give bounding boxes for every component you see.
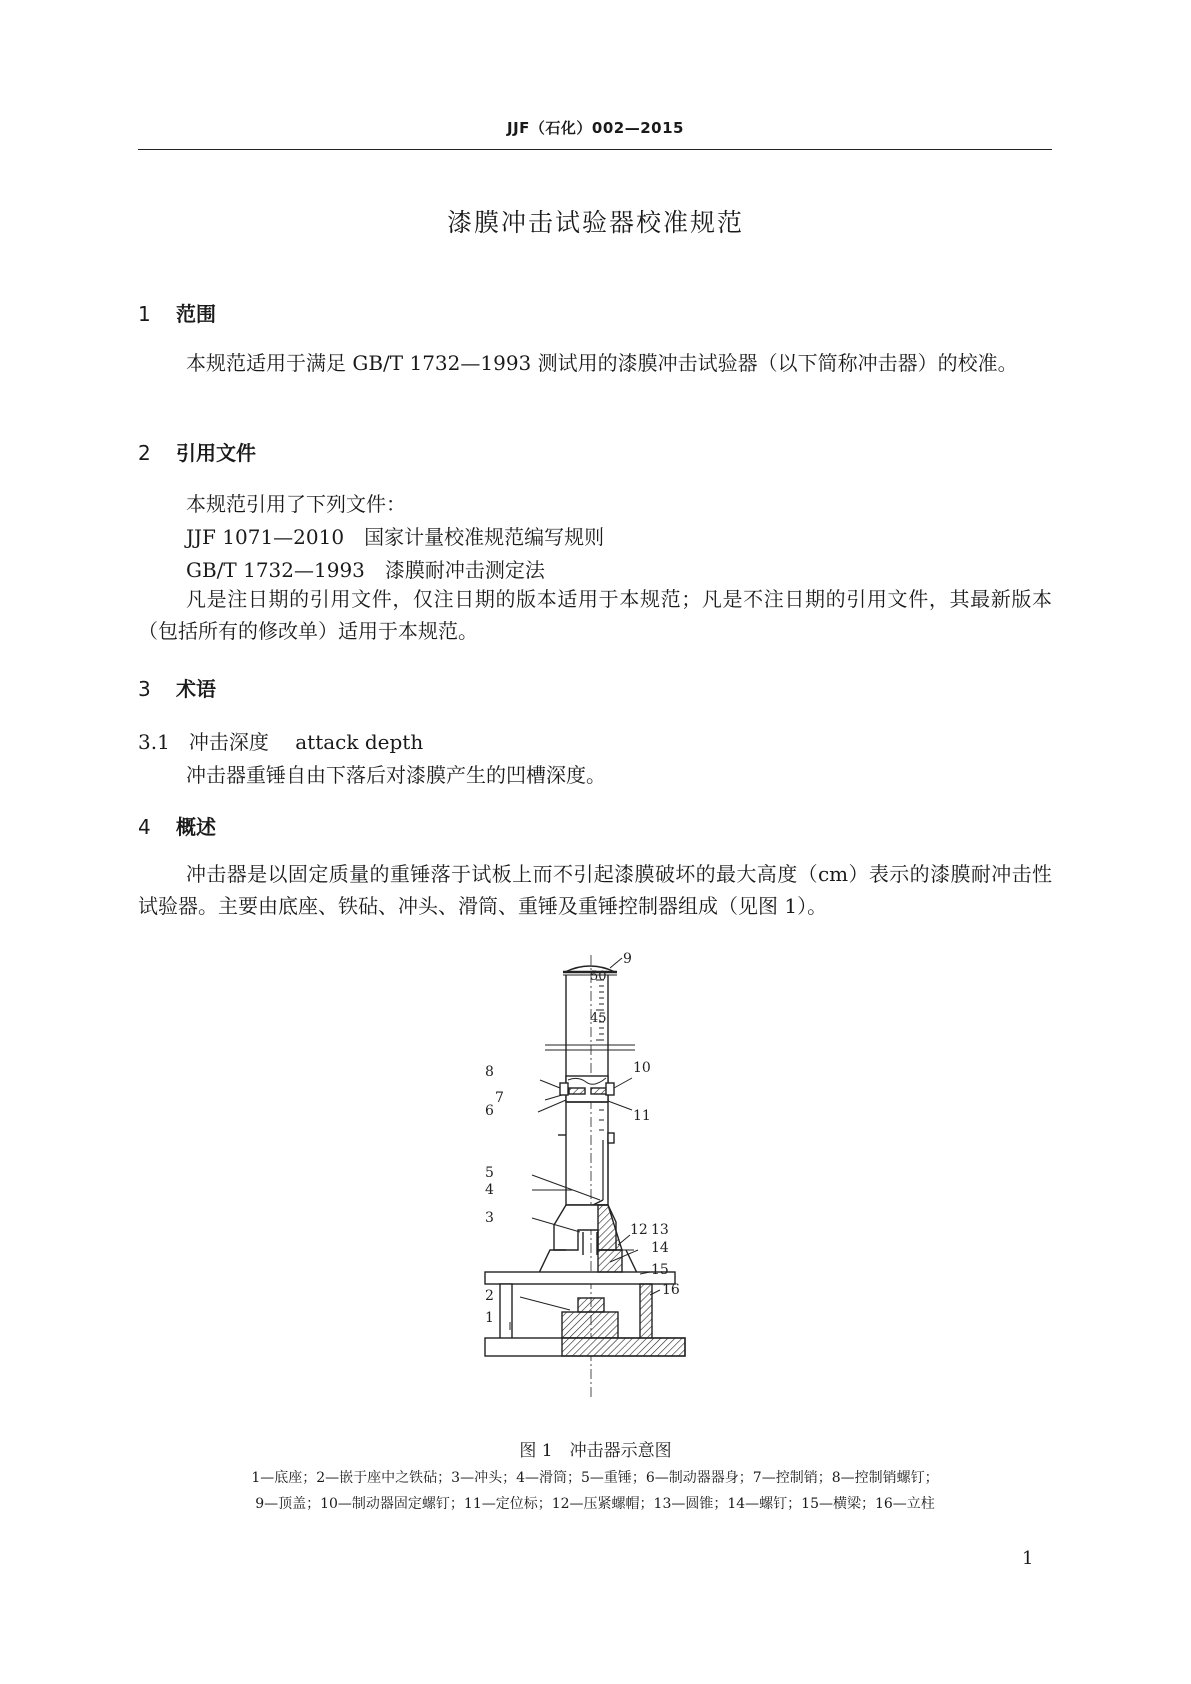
part-label: 6 <box>485 1103 494 1119</box>
scope-paragraph: 本规范适用于满足 GB/T 1732—1993 测试用的漆膜冲击试验器（以下简称冲击器）的校准。 <box>186 351 1018 375</box>
section-heading-references <box>138 437 256 466</box>
scale-label: 45 <box>590 1011 607 1026</box>
reference-item: JJF 1071—2010 国家计量校准规范编写规则 <box>186 525 605 549</box>
part-label: 10 <box>633 1060 651 1076</box>
term-chinese: 冲击深度 <box>188 730 269 754</box>
part-label: 14 <box>651 1240 669 1256</box>
section-heading-overview <box>138 811 216 840</box>
section-title: 范围 <box>176 302 216 326</box>
section-title: 引用文件 <box>176 441 256 465</box>
figure-legend-line: 1—底座；2—嵌于座中之铁砧；3—冲头；4—滑筒；5—重锤；6—制动器器身；7—控制销；8—控制销螺钉； <box>251 1470 939 1486</box>
term-english: attack depth <box>295 730 424 754</box>
figure-caption: 图 1 冲击器示意图 <box>519 1441 672 1461</box>
header-rule <box>138 149 1052 150</box>
figure-legend-line: 9—顶盖；10—制动器固定螺钉；11—定位标；12—压紧螺帽；13—圆锥；14—螺钉；15—横梁；16—立柱 <box>255 1496 935 1512</box>
part-label: 16 <box>662 1282 680 1298</box>
term-definition: 冲击器重锤自由下落后对漆膜产生的凹槽深度。 <box>186 763 606 787</box>
term-entry <box>138 726 423 755</box>
references-intro: 本规范引用了下列文件： <box>186 492 406 516</box>
part-label: 11 <box>633 1108 651 1124</box>
anvil <box>578 1298 604 1312</box>
section-heading-scope <box>138 298 216 327</box>
term-number: 3.1 <box>138 730 170 754</box>
section-title: 术语 <box>176 677 216 701</box>
section-number: 3 <box>138 677 151 701</box>
page-number: 1 <box>1022 1548 1034 1569</box>
scale-label: 50 <box>590 969 607 984</box>
section-title: 概述 <box>176 815 216 839</box>
impact-tester-diagram <box>485 950 720 1420</box>
part-label: 9 <box>623 951 632 967</box>
section-number: 4 <box>138 815 151 839</box>
part-label: 3 <box>485 1210 494 1226</box>
cone <box>598 1205 622 1250</box>
part-label: 5 <box>485 1165 494 1181</box>
part-label: 12 <box>630 1222 648 1238</box>
part-label: 4 <box>485 1182 494 1198</box>
part-label: 13 <box>651 1222 669 1238</box>
brake-body <box>569 1088 585 1094</box>
part-label: 15 <box>651 1262 669 1278</box>
document-code-header: JJF（石化）002—2015 <box>507 119 684 137</box>
height-scale <box>596 980 604 1130</box>
document-title: 漆膜冲击试验器校准规范 <box>446 208 744 237</box>
section-number: 1 <box>138 302 151 326</box>
reference-item: GB/T 1732—1993 漆膜耐冲击测定法 <box>186 558 545 582</box>
cross-beam <box>485 1272 675 1284</box>
references-note: 凡是注日期的引用文件，仅注日期的版本适用于本规范；凡是不注日期的引用文件，其最新版本（包括所有的修改单）适用于本规范。 <box>138 587 1052 643</box>
part-label: 2 <box>485 1288 494 1304</box>
part-label: 8 <box>485 1064 494 1080</box>
part-label: 1 <box>485 1310 494 1326</box>
part-label: 7 <box>495 1090 504 1106</box>
section-number: 2 <box>138 441 151 465</box>
section-heading-terms <box>138 673 216 702</box>
overview-paragraph: 冲击器是以固定质量的重锤落于试板上而不引起漆膜破坏的最大高度（cm）表示的漆膜耐冲击性试验器。主要由底座、铁砧、冲头、滑筒、重锤及重锤控制器组成（见图 1）。 <box>138 862 1052 918</box>
